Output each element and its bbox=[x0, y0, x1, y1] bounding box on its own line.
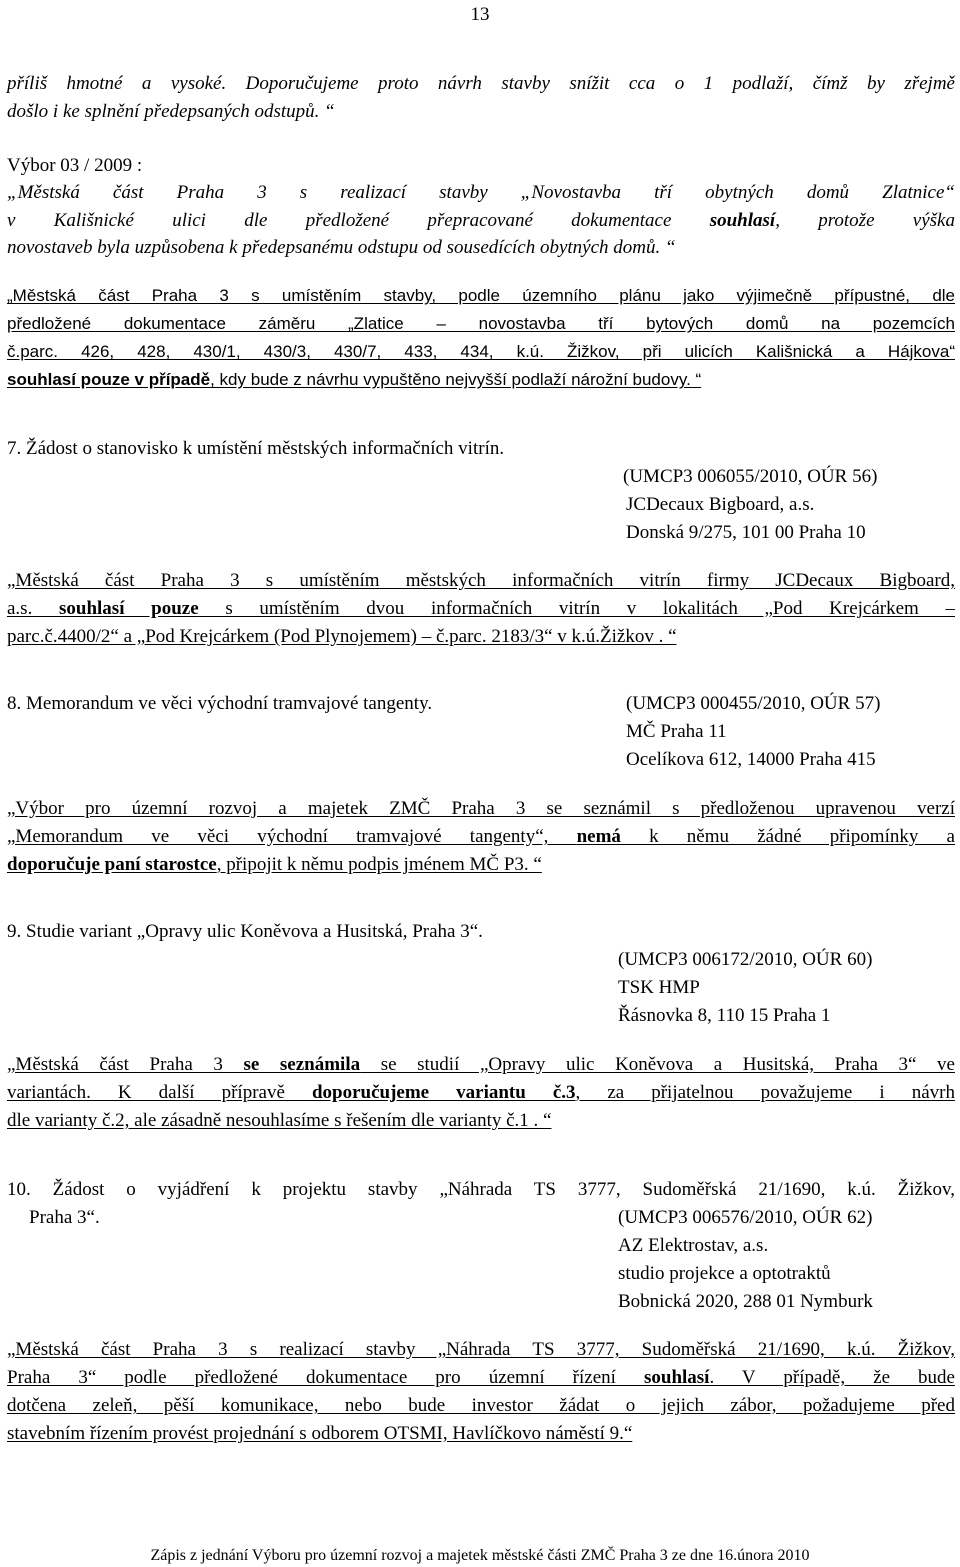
item7-statement-1: „Městská část Praha 3 s umístěním městských informačních vitrín firmy JCDecaux Bigboard, bbox=[7, 570, 955, 591]
intro-line-2: došlo i ke splnění předepsaných odstupů. “ bbox=[7, 101, 335, 122]
item8-address: Ocelíkova 612, 14000 Praha 415 bbox=[626, 749, 876, 770]
item10-statement-4: stavebním řízením provést projednání s odborem OTSMI, Havlíčkovo náměstí 9.“ bbox=[7, 1423, 633, 1444]
item7-reference: (UMCP3 006055/2010, OÚR 56) bbox=[623, 466, 878, 487]
item9-statement-3: dle varianty č.2, ale zásadně nesouhlasíme s řešením dle varianty č.1 . “ bbox=[7, 1110, 552, 1131]
item8-statement-2: „Memorandum ve věci východní tramvajové tangenty“, nemá k němu žádné připomínky a bbox=[7, 826, 955, 847]
page-number: 13 bbox=[470, 4, 490, 25]
item8-applicant: MČ Praha 11 bbox=[626, 721, 727, 742]
item10-reference: (UMCP3 006576/2010, OÚR 62) bbox=[618, 1207, 873, 1228]
item8-title: 8. Memorandum ve věci východní tramvajové tangenty. bbox=[7, 693, 433, 714]
item7-title: 7. Žádost o stanovisko k umístění městských informačních vitrín. bbox=[7, 438, 505, 459]
item8-statement-1: „Výbor pro územní rozvoj a majetek ZMČ Praha 3 se seznámil s předloženou upravenou verzí bbox=[7, 798, 955, 819]
item10-statement-2: Praha 3“ podle předložené dokumentace pro územní řízení souhlasí. V případě, že bude bbox=[7, 1367, 955, 1388]
item10-applicant-2: studio projekce a optotraktů bbox=[618, 1263, 831, 1284]
item9-statement-2: variantách. K další přípravě doporučujeme variantu č.3, za přijatelnou považujeme i návrh bbox=[7, 1082, 955, 1103]
item8-reference: (UMCP3 000455/2010, OÚR 57) bbox=[626, 693, 881, 714]
item10-statement-3: dotčena zeleň, pěší komunikace, nebo bude investor žádat o jejich zábor, požadujeme před bbox=[7, 1395, 955, 1416]
vybor-heading: Výbor 03 / 2009 : bbox=[7, 155, 143, 176]
statement-a-line-1: „Městská část Praha 3 s umístěním stavby, podle územního plánu jako výjimečně přípustné, dle bbox=[7, 286, 955, 305]
item7-address: Donská 9/275, 101 00 Praha 10 bbox=[626, 522, 866, 543]
statement-a-line-2: předložené dokumentace záměru „Zlatice – novostavba tří bytových domů na pozemcích bbox=[7, 314, 955, 333]
item7-applicant: JCDecaux Bigboard, a.s. bbox=[626, 494, 815, 515]
vybor-line-3: novostaveb byla uzpůsobena k předepsanému odstupu od sousedících obytných domů. “ bbox=[7, 237, 676, 258]
item10-statement-1: „Městská část Praha 3 s realizací stavby „Náhrada TS 3777, Sudoměřská 21/1690, k.ú. Žižkov, bbox=[7, 1339, 955, 1360]
item9-title: 9. Studie variant „Opravy ulic Koněvova a Husitská, Praha 3“. bbox=[7, 921, 483, 942]
item7-statement-2: a.s. souhlasí pouze s umístěním dvou informačních vitrín v lokalitách „Pod Krejcárkem – bbox=[7, 598, 955, 619]
statement-a-line-3: č.parc. 426, 428, 430/1, 430/3, 430/7, 433, 434, k.ú. Žižkov, při ulicích Kališnická a Hájkova“ bbox=[7, 342, 955, 361]
item8-statement-3: doporučuje paní starostce, připojit k němu podpis jménem MČ P3. “ bbox=[7, 854, 542, 875]
item9-applicant: TSK HMP bbox=[618, 977, 700, 998]
item9-address: Řásnovka 8, 110 15 Praha 1 bbox=[618, 1005, 831, 1026]
item9-statement-1: „Městská část Praha 3 se seznámila se studií „Opravy ulic Koněvova a Husitská, Praha 3“ ve bbox=[7, 1054, 955, 1075]
item10-title-1: 10. Žádost o vyjádření k projektu stavby „Náhrada TS 3777, Sudoměřská 21/1690, k.ú. Žižkov, bbox=[7, 1179, 955, 1200]
vybor-line-1: „Městská část Praha 3 s realizací stavby „Novostavba tří obytných domů Zlatnice“ bbox=[7, 182, 955, 203]
intro-line-1: příliš hmotné a vysoké. Doporučujeme proto návrh stavby snížit cca o 1 podlaží, čímž by zřejmě bbox=[7, 73, 955, 94]
item7-statement-3: parc.č.4400/2“ a „Pod Krejcárkem (Pod Plynojemem) – č.parc. 2183/3“ v k.ú.Žižkov . “ bbox=[7, 626, 677, 647]
vybor-line-2: v Kališnické ulici dle předložené přepracované dokumentace souhlasí, protože výška bbox=[7, 210, 955, 231]
page-footer: Zápis z jednání Výboru pro územní rozvoj a majetek městské části ZMČ Praha 3 ze dne 16.února 2010 bbox=[150, 1547, 810, 1564]
item10-address: Bobnická 2020, 288 01 Nymburk bbox=[618, 1291, 873, 1312]
item10-applicant: AZ Elektrostav, a.s. bbox=[618, 1235, 769, 1256]
statement-a-line-4: souhlasí pouze v případě, kdy bude z návrhu vypuštěno nejvyšší podlaží nárožní budovy. “ bbox=[7, 370, 702, 389]
item10-title-2: Praha 3“. bbox=[29, 1207, 100, 1228]
item9-reference: (UMCP3 006172/2010, OÚR 60) bbox=[618, 949, 873, 970]
